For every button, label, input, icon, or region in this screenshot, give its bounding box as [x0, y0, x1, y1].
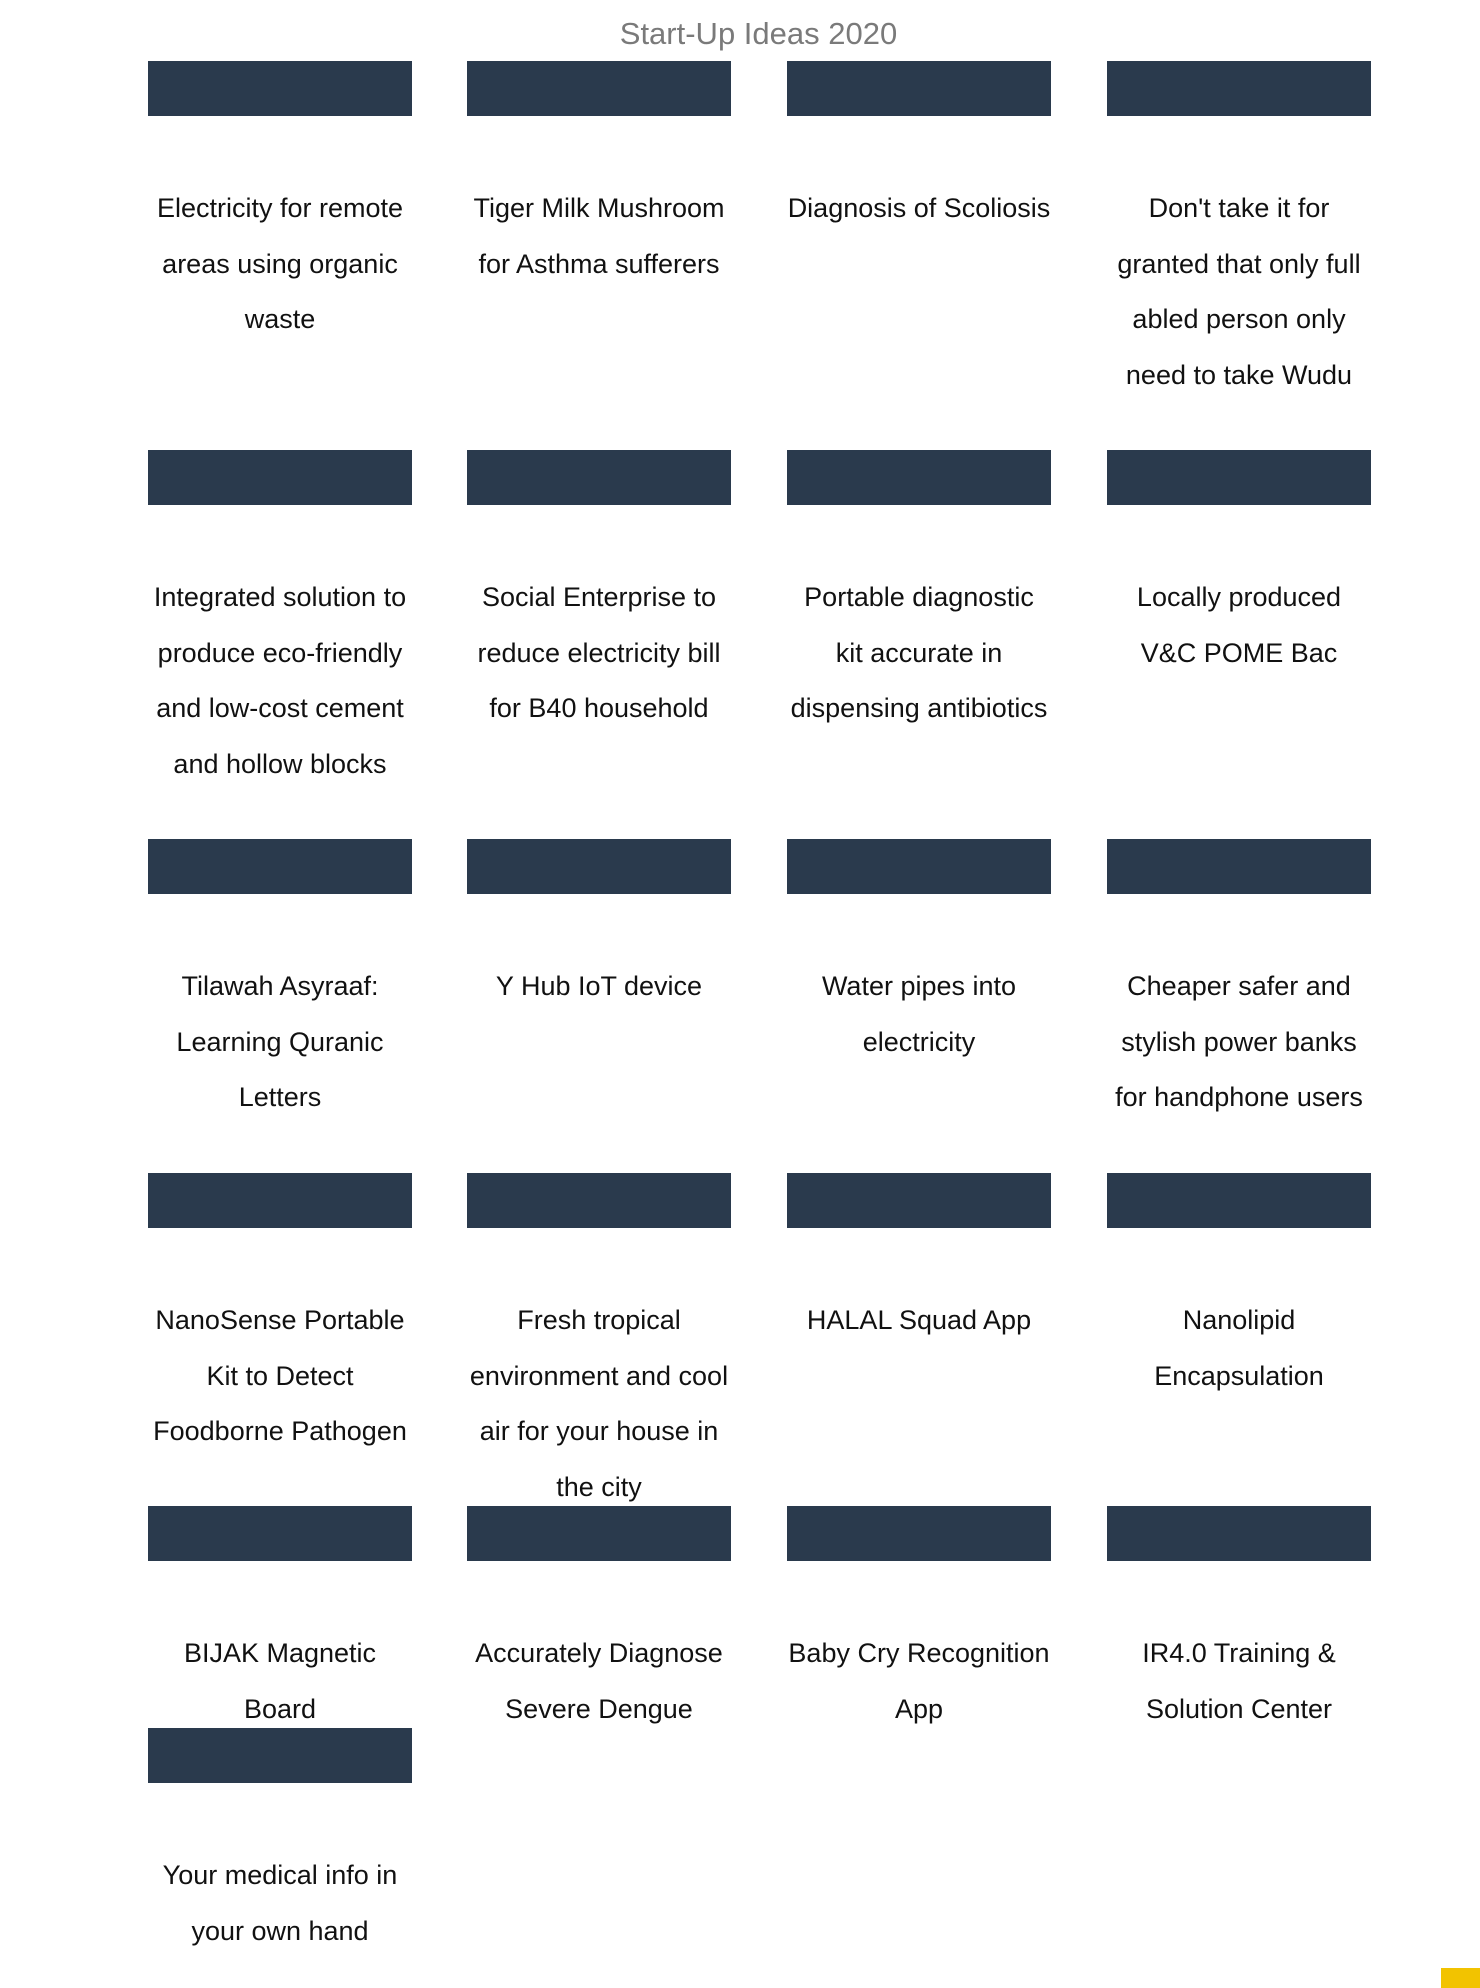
idea-title: Tilawah Asyraaf: Learning Quranic Letters [176, 971, 384, 1112]
idea-card-button[interactable] [467, 450, 731, 505]
idea-card [148, 450, 412, 792]
idea-card-button[interactable] [148, 61, 412, 116]
idea-card-button[interactable] [1107, 1506, 1371, 1561]
corner-widget-tab[interactable] [1441, 1968, 1480, 1988]
idea-title: Accurately Diagnose Severe Dengue [475, 1638, 723, 1724]
idea-title: Cheaper safer and stylish power banks for handphone users [1115, 971, 1363, 1112]
idea-card-button[interactable] [1107, 450, 1371, 505]
idea-card-button[interactable] [148, 1506, 412, 1561]
idea-card-button[interactable] [787, 839, 1051, 894]
idea-title: NanoSense Portable Kit to Detect Foodborne Pathogen [153, 1305, 407, 1446]
idea-card [787, 1506, 1051, 1737]
idea-title: BIJAK Magnetic Board [183, 1638, 377, 1724]
idea-title: Water pipes into electricity [821, 971, 1017, 1057]
idea-card [148, 1506, 412, 1737]
idea-card [1107, 61, 1371, 403]
idea-card-button[interactable] [467, 839, 731, 894]
idea-card-button[interactable] [1107, 61, 1371, 116]
idea-card [467, 1506, 731, 1737]
idea-card [148, 61, 412, 348]
idea-card [787, 450, 1051, 737]
idea-card [1107, 1173, 1371, 1404]
idea-title: Baby Cry Recognition App [788, 1638, 1050, 1724]
idea-card [1107, 1506, 1371, 1737]
idea-card [148, 1173, 412, 1460]
page-title: Start-Up Ideas 2020 [619, 16, 898, 51]
idea-card-button[interactable] [787, 450, 1051, 505]
idea-title: Tiger Milk Mushroom for Asthma sufferers [473, 193, 725, 279]
idea-card-button[interactable] [787, 1173, 1051, 1228]
idea-title: Y Hub IoT device [495, 971, 703, 1001]
idea-title: Nanolipid Encapsulation [1154, 1305, 1324, 1391]
idea-title: Integrated solution to produce eco-friendly and low-cost cement and hollow blocks [153, 582, 407, 779]
idea-card-button[interactable] [467, 1173, 731, 1228]
idea-card [787, 839, 1051, 1070]
idea-card-button[interactable] [787, 1506, 1051, 1561]
idea-card-button[interactable] [148, 450, 412, 505]
idea-card-button[interactable] [148, 839, 412, 894]
idea-card-button[interactable] [787, 61, 1051, 116]
idea-card-button[interactable] [467, 61, 731, 116]
idea-card [787, 61, 1051, 237]
idea-title: Locally produced V&C POME Bac [1136, 582, 1342, 668]
idea-card [1107, 450, 1371, 681]
idea-card-button[interactable] [148, 1728, 412, 1783]
idea-title: Fresh tropical environment and cool air for your house in the city [469, 1305, 729, 1502]
idea-card-button[interactable] [467, 1506, 731, 1561]
idea-title: IR4.0 Training & Solution Center [1142, 1638, 1336, 1724]
idea-card-button[interactable] [148, 1173, 412, 1228]
idea-card [787, 1173, 1051, 1349]
idea-card [148, 839, 412, 1126]
idea-title: Social Enterprise to reduce electricity bill for B40 household [477, 582, 721, 723]
idea-card [1107, 839, 1371, 1126]
idea-card [467, 450, 731, 737]
idea-card [467, 61, 731, 292]
idea-title: Portable diagnostic kit accurate in dispensing antibiotics [790, 582, 1048, 723]
idea-title: Electricity for remote areas using organic waste [156, 193, 404, 334]
idea-card-button[interactable] [1107, 1173, 1371, 1228]
idea-title: Your medical info in your own hand [162, 1860, 398, 1946]
idea-title: Diagnosis of Scoliosis [787, 193, 1051, 223]
idea-title: Don't take it for granted that only full abled person only need to take Wudu [1117, 193, 1361, 390]
idea-card [467, 1173, 731, 1515]
idea-title: HALAL Squad App [806, 1305, 1032, 1335]
idea-card-button[interactable] [1107, 839, 1371, 894]
idea-card [467, 839, 731, 1015]
idea-card [148, 1728, 412, 1959]
